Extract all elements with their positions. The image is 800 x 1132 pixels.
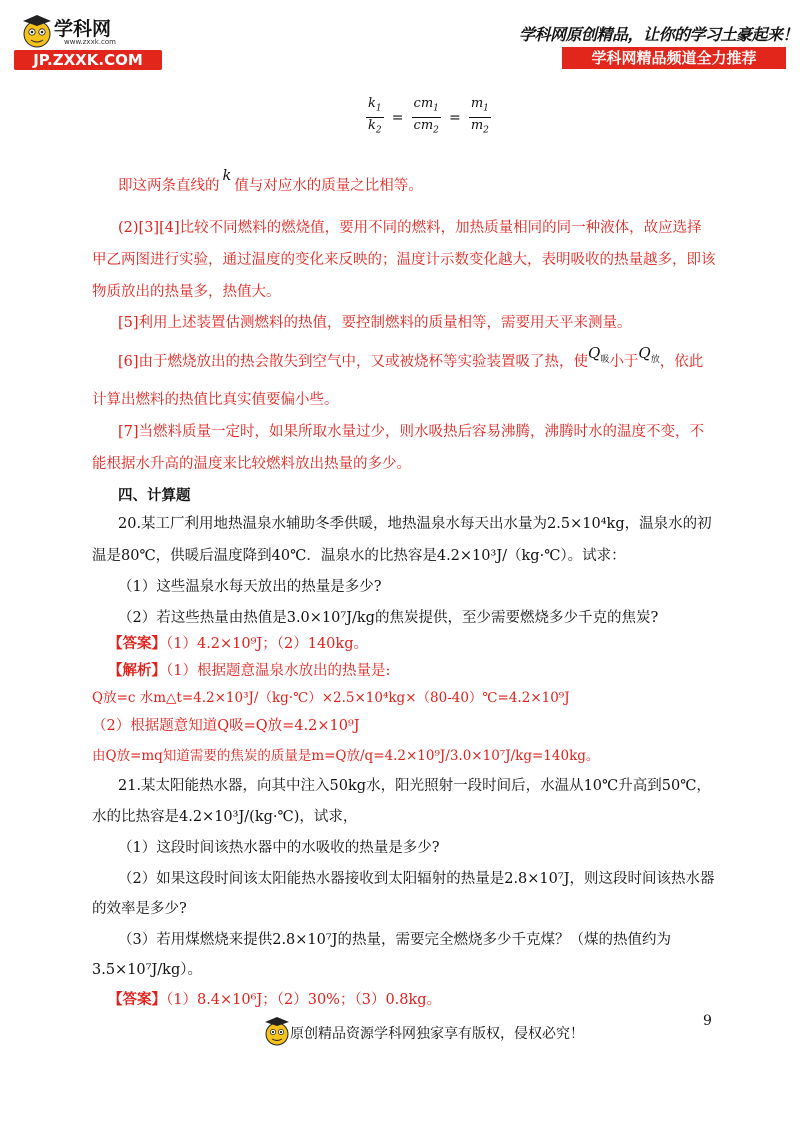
q21-sub3-line2: 3.5×10⁷J/kg）。	[92, 962, 202, 978]
answer-tag: 【答案】	[108, 635, 166, 652]
equals-sign: =	[391, 109, 404, 126]
fraction-m: $\frac{m_1}{m_2}$	[470, 96, 489, 136]
page-number: 9	[703, 1013, 712, 1029]
header-logo	[14, 12, 164, 72]
ratio-formula	[366, 96, 491, 138]
q20-line2: 温是80℃，供暖后温度降到40℃．温泉水的比热容是4.2×10³J/（kg·℃）。试求：	[92, 548, 626, 564]
header-banner: 学科网精品频道全力推荐	[562, 47, 786, 69]
analysis-p6-line1: [6]由于燃烧放出的热会散失到空气中，又或被烧杯等实验装置吸了热，使$Q_吸$小于$Q_放$，依此	[118, 344, 704, 370]
mascot-icon	[262, 1015, 292, 1051]
analysis-line-1: 即这两条直线的k值与对应水的质量之比相等。	[118, 168, 423, 194]
analysis-p7-line1: [7]当燃料质量一定时，如果所取水量过少，则水吸热后容易沸腾，沸腾时水的温度不变，不	[118, 424, 705, 440]
mascot-icon	[20, 14, 54, 52]
q20-analysis1: 【解析】（1）根据题意温泉水放出的热量是:	[108, 662, 391, 679]
analysis-p2-line3: 物质放出的热量多，热值大。	[92, 284, 281, 300]
copyright-text: 原创精品资源学科网独家享有版权，侵权必究！	[290, 1026, 584, 1042]
q20-analysis2: Q放=c 水m△t=4.2×10³J/（kg·℃）×2.5×10⁴kg×（80-40）℃=4.2×10⁹J	[92, 690, 570, 706]
q20-analysis3: （2）根据题意知道Q吸=Q放=4.2×10⁹J	[92, 718, 360, 734]
q21-line1: 21.某太阳能热水器，向其中注入50kg水，阳光照射一段时间后，水温从10℃升高到50℃，	[118, 778, 711, 794]
q20-sub1: （1）这些温泉水每天放出的热量是多少?	[118, 579, 382, 595]
equals-sign: =	[448, 109, 461, 126]
logo-title: 学科网	[54, 18, 112, 40]
fraction-cm: $\frac{cm_1}{cm_2}$	[413, 96, 439, 136]
header-slogan: 学科网原创精品，让你的学习土豪起来！	[519, 25, 799, 44]
q21-answer: 【答案】（1）8.4×10⁶J；（2）30%；（3）0.8kg。	[108, 991, 442, 1008]
q21-line2: 水的比热容是4.2×10³J/(kg·℃)，试求，	[92, 809, 358, 825]
q20-answer: 【答案】（1）4.2×10⁹J；（2）140kg。	[108, 635, 368, 652]
q21-sub3-line1: （3）若用煤燃烧来提供2.8×10⁷J的热量，需要完全燃烧多少千克煤？（煤的热值约为	[118, 932, 672, 948]
q20-analysis4: 由Q放=mq知道需要的焦炭的质量是m=Q放/q=4.2×10⁹J/3.0×10⁷J/kg=140kg。	[92, 748, 600, 764]
q20-sub2: （2）若这些热量由热值是3.0×10⁷J/kg的焦炭提供，至少需要燃烧多少千克的焦炭?	[118, 610, 659, 626]
q21-sub2-line2: 的效率是多少?	[92, 901, 187, 917]
q20-line1: 20.某工厂利用地热温泉水辅助冬季供暖，地热温泉水每天出水量为2.5×10⁴kg，温泉水的初	[118, 516, 712, 532]
section-heading: 四、计算题	[118, 488, 191, 504]
logo-url: www.zxxk.com	[64, 38, 116, 46]
fraction-k: $\frac{k_1}{k_2}$	[368, 96, 382, 136]
analysis-p2-line2: 甲乙两图进行实验，通过温度的变化来反映的；温度计示数变化越大，表明吸收的热量越多，即该	[92, 252, 716, 268]
q21-sub2-line1: （2）如果这段时间该太阳能热水器接收到太阳辐射的热量是2.8×10⁷J，则这段时间该热水器	[118, 871, 715, 887]
logo-domain: JP.ZXXK.COM	[14, 50, 162, 70]
analysis-p5: [5]利用上述装置估测燃料的热值，要控制燃料的质量相等，需要用天平来测量。	[118, 315, 632, 331]
q21-sub1: （1）这段时间该热水器中的水吸收的热量是多少?	[118, 840, 440, 856]
analysis-p2-line1: (2)[3][4]比较不同燃料的燃烧值，要用不同的燃料，加热质量相同的同一种液体，故应选择	[118, 220, 702, 236]
analysis-p7-line2: 能根据水升高的温度来比较燃料放出热量的多少。	[92, 456, 411, 472]
analysis-p6-line2: 计算出燃料的热值比真实值要偏小些。	[92, 392, 339, 408]
analysis-tag: 【解析】	[108, 662, 166, 679]
answer-tag: 【答案】	[108, 991, 166, 1008]
